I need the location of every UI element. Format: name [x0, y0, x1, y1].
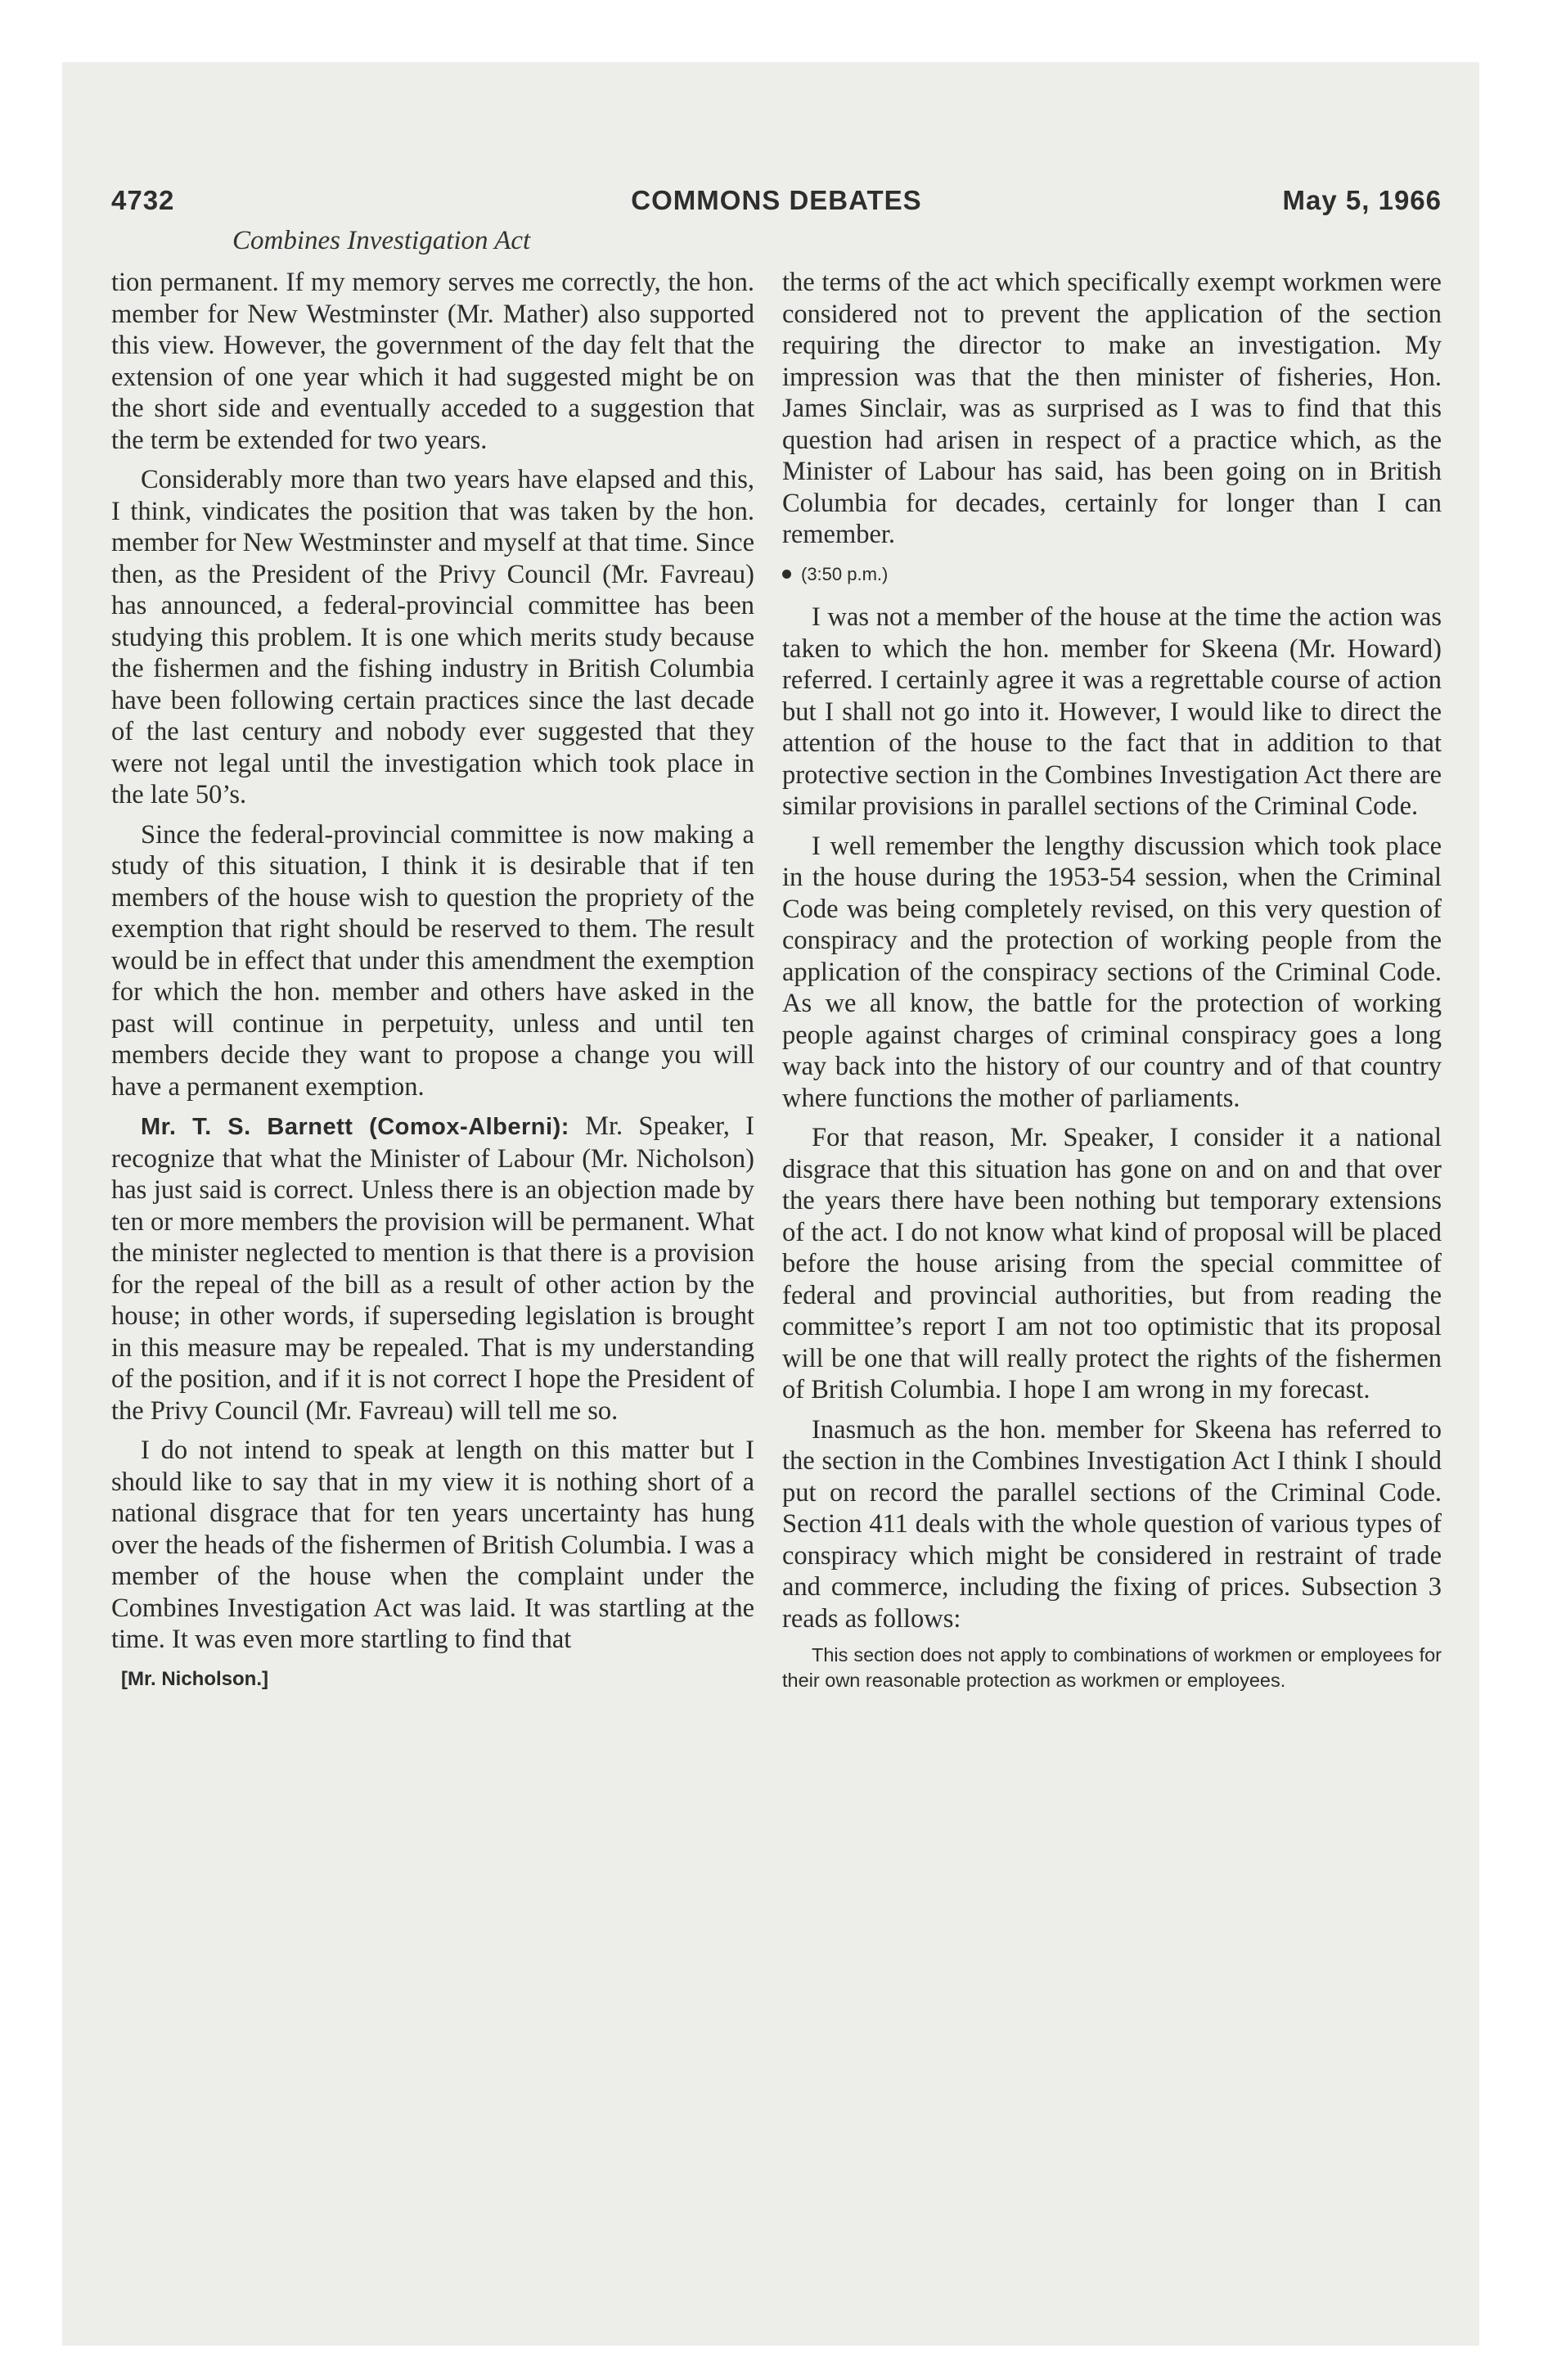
speaker-name: Mr. T. S. Barnett (Comox-Alberni): [141, 1114, 569, 1140]
paragraph: tion permanent. If my memory serves me correctly, the hon. member for New Westminster (Mr. Mather) also supported this view. However, the government of the day felt that the extension of one year which it had suggested might be on the short side and eventually acceded to a suggestion that the term be extended for two years. [111, 268, 754, 455]
paragraph: For that reason, Mr. Speaker, I consider it a national disgrace that this situation has gone on and on and that over the years there have been nothing but temporary extensions of the act. I do not know what kind of proposal will be placed before the house arising from the special committee of federal and provincial authorities, but from reading the committee’s report I am not too optimistic that its proposal will be one that will really protect the rights of the fishermen of British Columbia. I hope I am wrong in my forecast. [782, 1123, 1442, 1404]
paragraph: I do not intend to speak at length on this matter but I should like to say that in my view it is nothing short of a national disgrace that for ten years uncertainty has hung over the heads of the fishermen of British Columbia. I was a member of the house when the complaint under the Combines Investigation Act was laid. It was startling at the time. It was even more startling to find that [111, 1436, 754, 1654]
page-date: May 5, 1966 [1282, 185, 1442, 215]
speech-text: Mr. Speaker, I recognize that what the Minister of Labour (Mr. Nicholson) has just said is correct. Unless there is an objection made by ten or more members the provision will be permanent. What the minister neglected to mention is that there is a provision for the repeal of the bill as a result of other action by the house; in other words, if superseding legislation is brought in this measure may be repealed. That is my understanding of the position, and if it is not correct I hope the President of the Privy Council (Mr. Favreau) will tell me so. [111, 1111, 754, 1426]
bullet-icon [782, 570, 791, 579]
page-header [111, 185, 1442, 226]
paragraph: the terms of the act which specifically exempt workmen were considered not to prevent the application of the section requiring the director to make an investigation. My impression was that the then minister of fisheries, Hon. James Sinclair, was as surprised as I was to find that this question had arisen in respect of a practice which, as the Minister of Labour has said, has been going on in British Columbia for decades, certainly for longer than I can remember. [782, 268, 1442, 549]
right-column [782, 267, 1442, 1702]
document-page [111, 185, 1442, 2264]
section-subheading: Combines Investigation Act [232, 226, 531, 255]
paragraph: Since the federal-provincial committee is now making a study of this situation, I think it is desirable that if ten members of the house wish to question the propriety of the exemption that right should be reserved to them. The result would be in effect that under this amendment the exemption for which the hon. member and others have asked in the past will continue in perpetuity, unless and until ten members decide they want to propose a change you will have a permanent exemption. [111, 819, 754, 1102]
paragraph: Inasmuch as the hon. member for Skeena has referred to the section in the Combines Investigation Act I think I should put on record the parallel sections of the Criminal Code. Section 411 deals with the whole question of various types of conspiracy which might be considered in restraint of trade and commerce, including the fixing of prices. Subsection 3 reads as follows: [782, 1414, 1442, 1634]
page-number: 4732 [111, 185, 175, 215]
quoted-statute: This section does not apply to combinations of workmen or employees for their own reasonable protection as workmen or employees. [782, 1644, 1442, 1691]
time-marker-text: (3:50 p.m.) [801, 563, 889, 584]
page-footer-speaker: [Mr. Nicholson.] [121, 1667, 268, 1690]
time-marker [782, 559, 1442, 591]
speech-paragraph [111, 1111, 754, 1427]
left-column [111, 267, 754, 1695]
paragraph: I was not a member of the house at the time the action was taken to which the hon. member for Skeena (Mr. Howard) referred. I certainly agree it was a regrettable course of action but I shall not go into it. However, I would like to direct the attention of the house to the fact that in addition to that protective section in the Combines Investigation Act there are similar provisions in parallel sections of the Criminal Code. [782, 602, 1442, 821]
paragraph: I well remember the lengthy discussion which took place in the house during the 1953-54 session, when the Criminal Code was being completely revised, on this very question of conspiracy and the protection of working people from the application of the conspiracy sections of the Criminal Code. As we all know, the battle for the protection of working people against charges of criminal conspiracy goes a long way back into the history of our country and of that country where functions the mother of parliaments. [782, 831, 1442, 1113]
paragraph: Considerably more than two years have elapsed and this, I think, vindicates the position that was taken by the hon. member for New Westminster and myself at that time. Since then, as the President of the Privy Council (Mr. Favreau) has announced, a federal-provincial committee has been studying this problem. It is one which merits study because the fishermen and the fishing industry in British Columbia have been following certain practices since the last decade of the last century and nobody ever suggested that they were not legal until the investigation which took place in the late 50’s. [111, 465, 754, 809]
publication-title: COMMONS DEBATES [631, 185, 922, 215]
